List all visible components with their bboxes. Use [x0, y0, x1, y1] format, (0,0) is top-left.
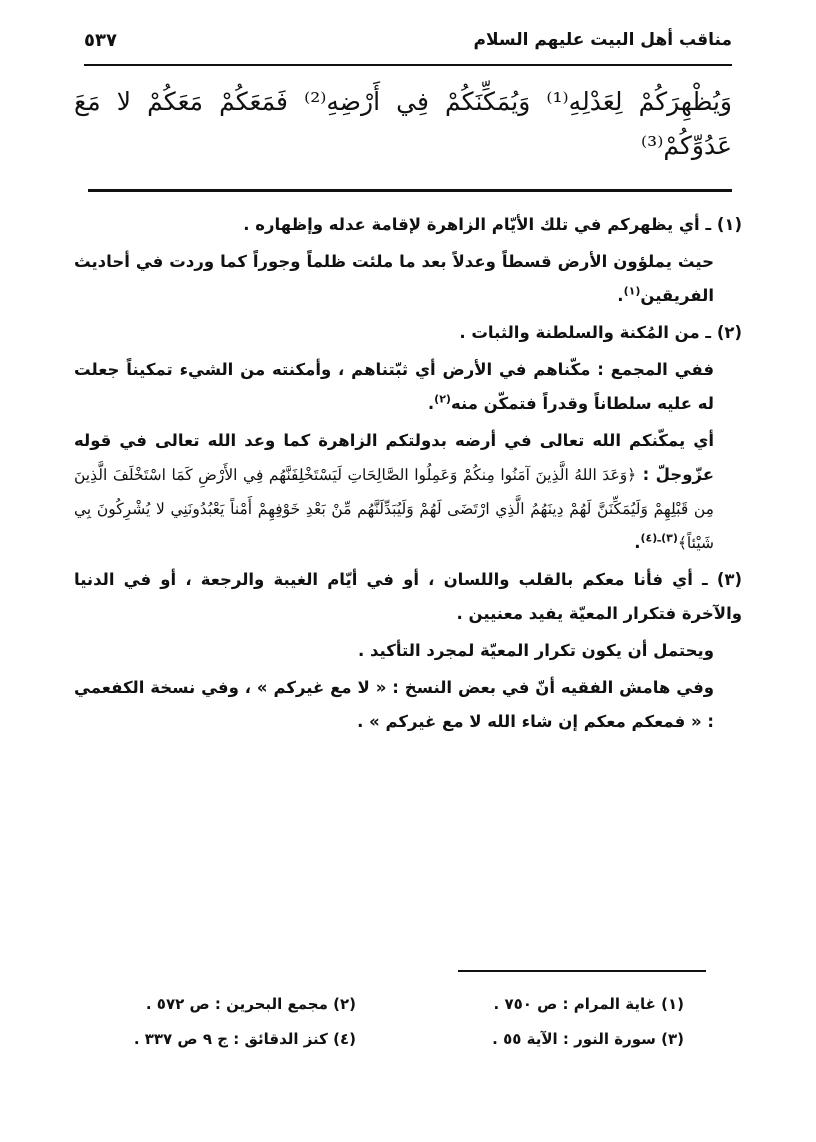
- running-title: مناقب أهل البيت عليهم السلام: [473, 30, 732, 50]
- footnote-4: (٤) كنز الدقائق : ج ٩ ص ٣٣٧ .: [133, 1030, 356, 1048]
- note-2-end2: .: [634, 533, 641, 552]
- commentary-notes: [74, 208, 742, 742]
- note-1-end: .: [617, 286, 624, 305]
- note-2-para-text: ففي المجمع : مكّناهم في الأرض أي ثبّتناهم ، وأمكنته من الشيء تمكيناً جعلت له عليه سلطاناً وقدراً فتمكّن منه: [74, 360, 714, 413]
- note-1-marker: (١): [716, 215, 742, 234]
- note-2: [74, 316, 742, 350]
- ref-marker-4: ـ(٤): [640, 531, 662, 545]
- page-number: ٥٣٧: [84, 30, 117, 51]
- note-3-marker: (٣): [716, 570, 742, 589]
- note-1-text: ـ أي يظهركم في تلك الأيّام الزاهرة لإقامة عدله وإظهاره .: [243, 215, 717, 234]
- ziyarah-text: وَيُظْهِرَكُمْ لِعَدْلِهِ⁽¹⁾ وَيُمَكِّنَكُمْ فِي أَرْضِهِ⁽²⁾ فَمَعَكُمْ مَعَكُمْ لا مَعَ عَدُوِّكُمْ⁽³⁾: [74, 87, 732, 160]
- note-2-end: .: [427, 394, 435, 413]
- footnote-3: (٣) سورة النور : الآية ٥٥ .: [492, 1030, 684, 1048]
- note-2-text: ـ من المُكنة والسلطنة والثبات .: [459, 323, 717, 342]
- note-3-text: ـ أي فأنا معكم بالقلب واللسان ، أو في أيّام الغيبة والرجعة ، أو في الدنيا والآخرة فتكرار المعيّة يفيد معنيين .: [74, 570, 742, 623]
- ref-marker-3: (٣): [661, 531, 678, 545]
- note-2-marker: (٢): [716, 323, 742, 342]
- section-divider: [88, 189, 732, 192]
- note-2-paragraph: [74, 353, 742, 421]
- footnote-rule: [458, 970, 706, 972]
- footnote-2: (٢) مجمع البحرين : ص ٥٧٢ .: [145, 995, 356, 1013]
- note-1: [74, 208, 742, 242]
- note-3-paragraph: ويحتمل أن يكون تكرار المعيّة لمجرد التأكيد .: [357, 641, 714, 660]
- note-2-para2-text: أي يمكّنكم الله تعالى في أرضه بدولتكم الزاهرة كما وعد الله تعالى في قوله عزّوجلّ :: [74, 431, 714, 484]
- header-rule: [84, 64, 732, 66]
- page-header: [84, 30, 732, 60]
- quran-verse: ﴿وَعَدَ اللهُ الَّذِينَ آمَنُوا مِنكُمْ وَعَمِلُوا الصَّالِحَاتِ لَيَسْتَخْلِفَنَّهُم فِي الأَرْضِ كَمَا اسْتَخْلَفَ الَّذِينَ مِن قَبْلِهِمْ وَلَيُمَكِّنَنَّ لَهُمْ دِينَهُمُ الَّذِي ارْتَضَى لَهُمْ وَلَيُبَدِّلَنَّهُم مِّنْ بَعْدِ خَوْفِهِمْ أَمْناً يَعْبُدُونَنِي لا يُشْرِكُونَ بِي شَيْئاً﴾: [74, 466, 714, 552]
- note-1-para-text: حيث يملؤون الأرض قسطاً وعدلاً بعد ما ملئت ظلماً وجوراً كما وردت في أحاديث الفريقين: [74, 252, 714, 305]
- ref-marker-2: (٢): [434, 392, 451, 406]
- note-3: [74, 563, 742, 631]
- note-2-quran-paragraph: [74, 424, 742, 560]
- note-1-paragraph: [74, 245, 742, 313]
- ref-marker-1: (١): [623, 284, 641, 298]
- footnote-1: (١) غاية المرام : ص ٧٥٠ .: [493, 995, 684, 1013]
- note-3-paragraph-2: وفي هامش الفقيه أنّ في بعض النسخ : « لا مع غيركم » ، وفي نسخة الكفعمي : « فمعكم معكم إن شاء الله لا مع غيركم » .: [74, 678, 714, 731]
